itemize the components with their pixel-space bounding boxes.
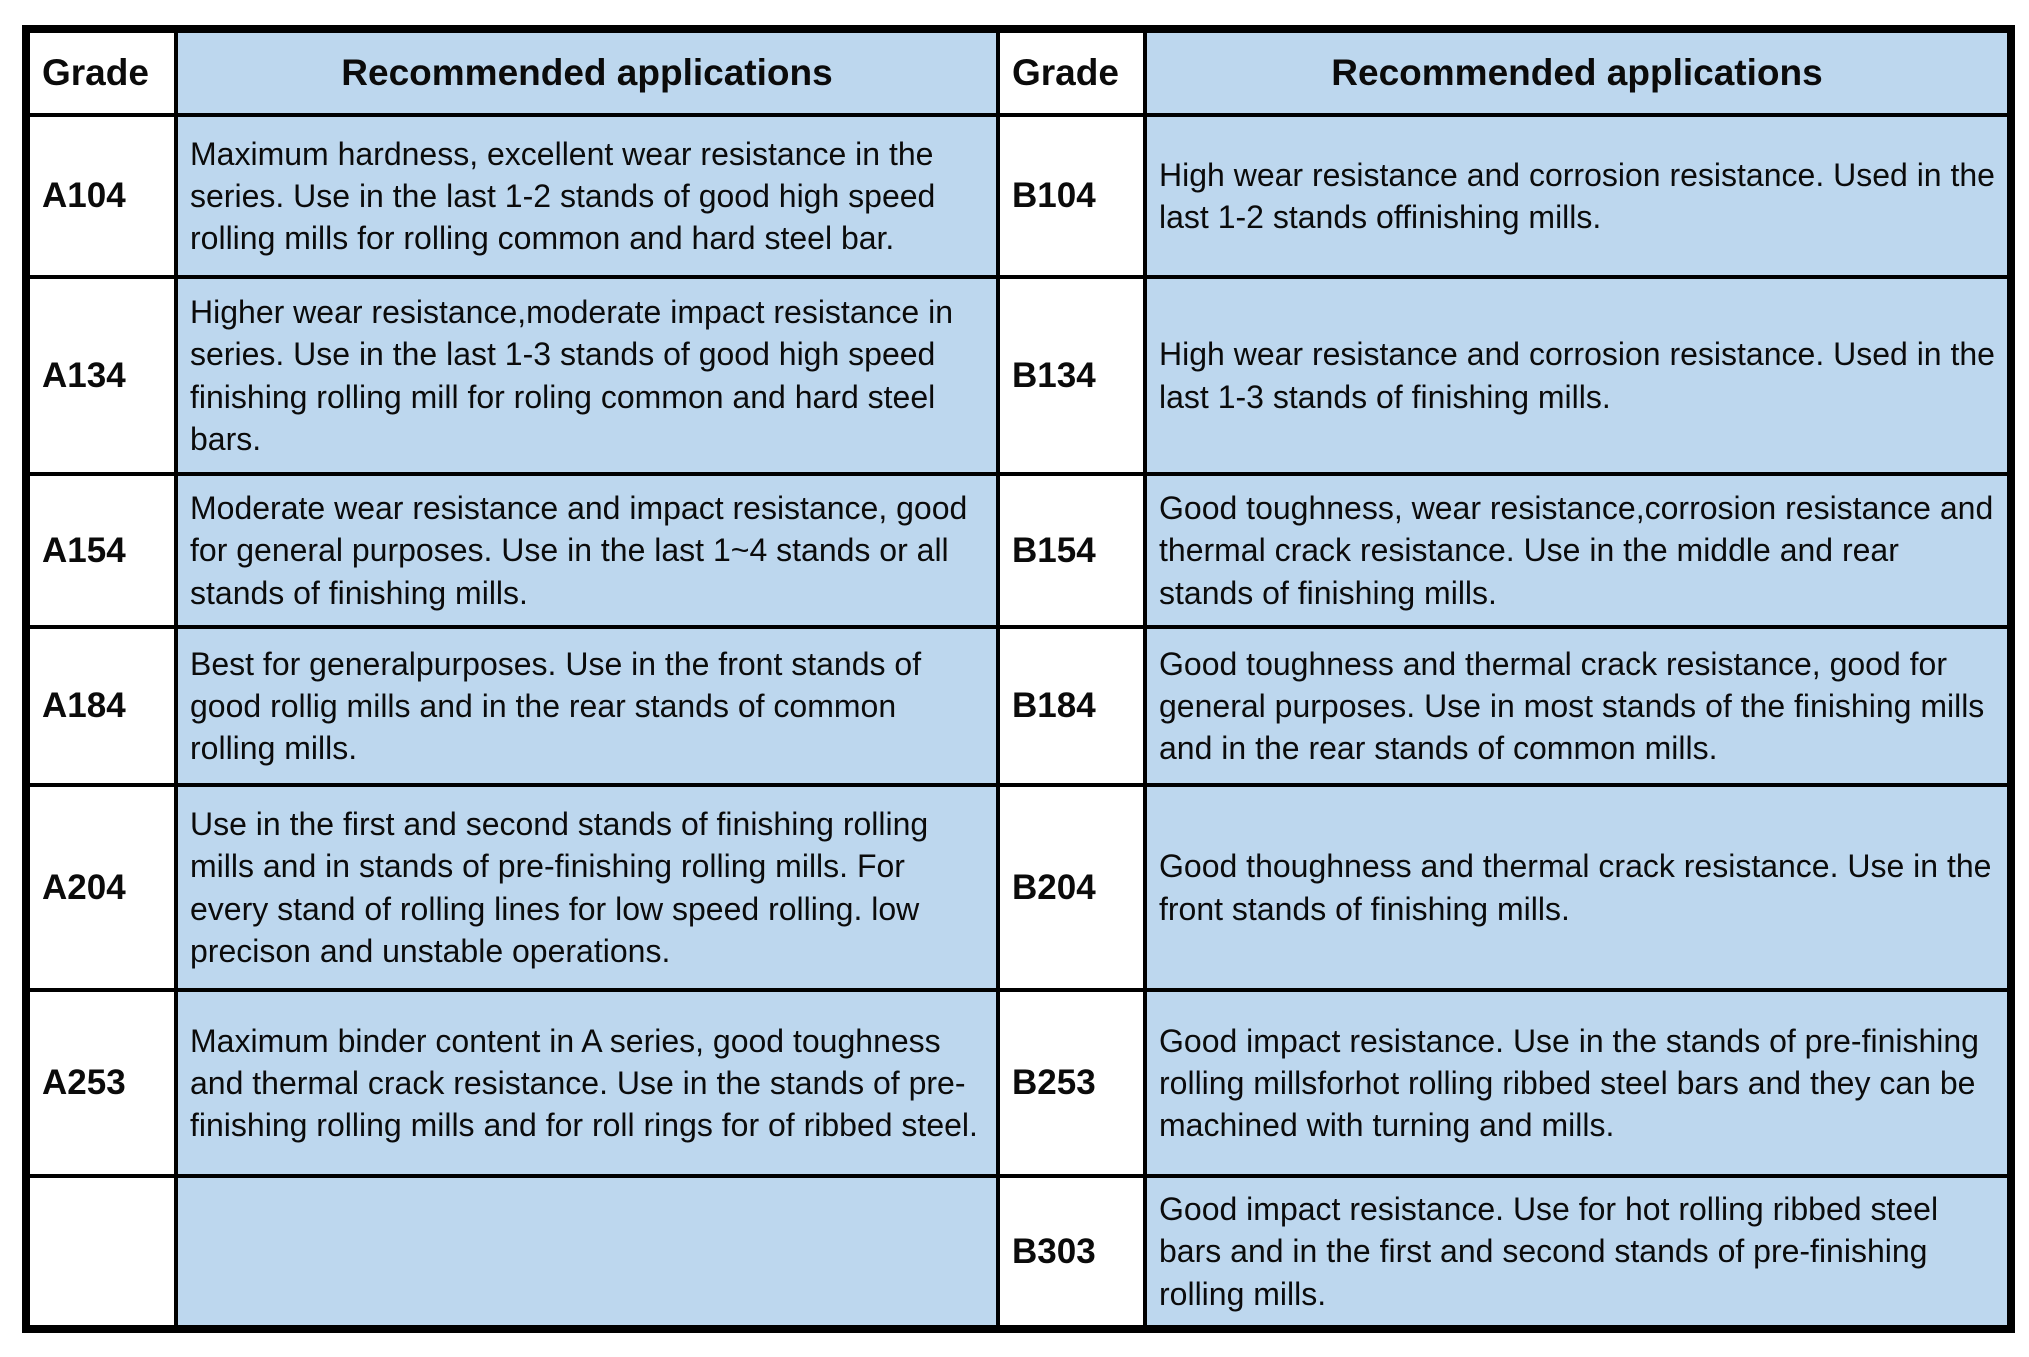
application-cell-b204: Good thoughness and thermal crack resistance. Use in the front stands of finishing mills. (1145, 785, 2011, 990)
table-row (26, 1176, 2011, 1329)
grade-cell-a154: A154 (26, 474, 176, 627)
grade-applications-table-container (22, 25, 2007, 1327)
grade-cell-a184: A184 (26, 627, 176, 785)
header-row (26, 29, 2011, 115)
grade-cell-b134: B134 (998, 277, 1145, 474)
application-cell-b253: Good impact resistance. Use in the stands of pre-finishing rolling millsforhot rolling ribbed steel bars and they can be machined with turning and mills. (1145, 990, 2011, 1176)
grade-cell-a253: A253 (26, 990, 176, 1176)
application-cell-a134: Higher wear resistance,moderate impact resistance in series. Use in the last 1-3 stands of good high speed finishing rolling mill for roling common and hard steel bars. (176, 277, 998, 474)
grade-cell-b154: B154 (998, 474, 1145, 627)
grade-applications-table (22, 25, 2015, 1333)
table-row (26, 115, 2011, 277)
grade-cell-b253: B253 (998, 990, 1145, 1176)
grade-cell-a104: A104 (26, 115, 176, 277)
application-cell-b184: Good toughness and thermal crack resistance, good for general purposes. Use in most stands of the finishing mills and in the rear stands of common mills. (1145, 627, 2011, 785)
application-cell-b154: Good toughness, wear resistance,corrosion resistance and thermal crack resistance. Use in the middle and rear stands of finishing mills. (1145, 474, 2011, 627)
grade-cell-a204: A204 (26, 785, 176, 990)
applications-header-left: Recommended applications (176, 29, 998, 115)
table-row (26, 990, 2011, 1176)
application-cell-a154: Moderate wear resistance and impact resistance, good for general purposes. Use in the last 1~4 stands or all stands of finishing mills. (176, 474, 998, 627)
application-cell-a104: Maximum hardness, excellent wear resistance in the series. Use in the last 1-2 stands of good high speed rolling mills for rolling common and hard steel bar. (176, 115, 998, 277)
application-cell-a184: Best for generalpurposes. Use in the front stands of good rollig mills and in the rear stands of common rolling mills. (176, 627, 998, 785)
application-cell-empty (176, 1176, 998, 1329)
application-cell-b303: Good impact resistance. Use for hot rolling ribbed steel bars and in the first and second stands of pre-finishing rolling mills. (1145, 1176, 2011, 1329)
table-row (26, 474, 2011, 627)
table-row (26, 627, 2011, 785)
application-cell-a253: Maximum binder content in A series, good toughness and thermal crack resistance. Use in the stands of pre-finishing rolling mills and for roll rings for of ribbed steel. (176, 990, 998, 1176)
applications-header-right: Recommended applications (1145, 29, 2011, 115)
application-cell-b104: High wear resistance and corrosion resistance. Used in the last 1-2 stands offinishing mills. (1145, 115, 2011, 277)
grade-cell-b204: B204 (998, 785, 1145, 990)
table-row (26, 785, 2011, 990)
grade-header-right: Grade (998, 29, 1145, 115)
grade-cell-empty (26, 1176, 176, 1329)
application-cell-b134: High wear resistance and corrosion resistance. Used in the last 1-3 stands of finishing mills. (1145, 277, 2011, 474)
table-row (26, 277, 2011, 474)
application-cell-a204: Use in the first and second stands of finishing rolling mills and in stands of pre-finishing rolling mills. For every stand of rolling lines for low speed rolling. low precison and unstable operations. (176, 785, 998, 990)
grade-cell-b184: B184 (998, 627, 1145, 785)
grade-cell-b303: B303 (998, 1176, 1145, 1329)
grade-cell-b104: B104 (998, 115, 1145, 277)
grade-header-left: Grade (26, 29, 176, 115)
grade-cell-a134: A134 (26, 277, 176, 474)
